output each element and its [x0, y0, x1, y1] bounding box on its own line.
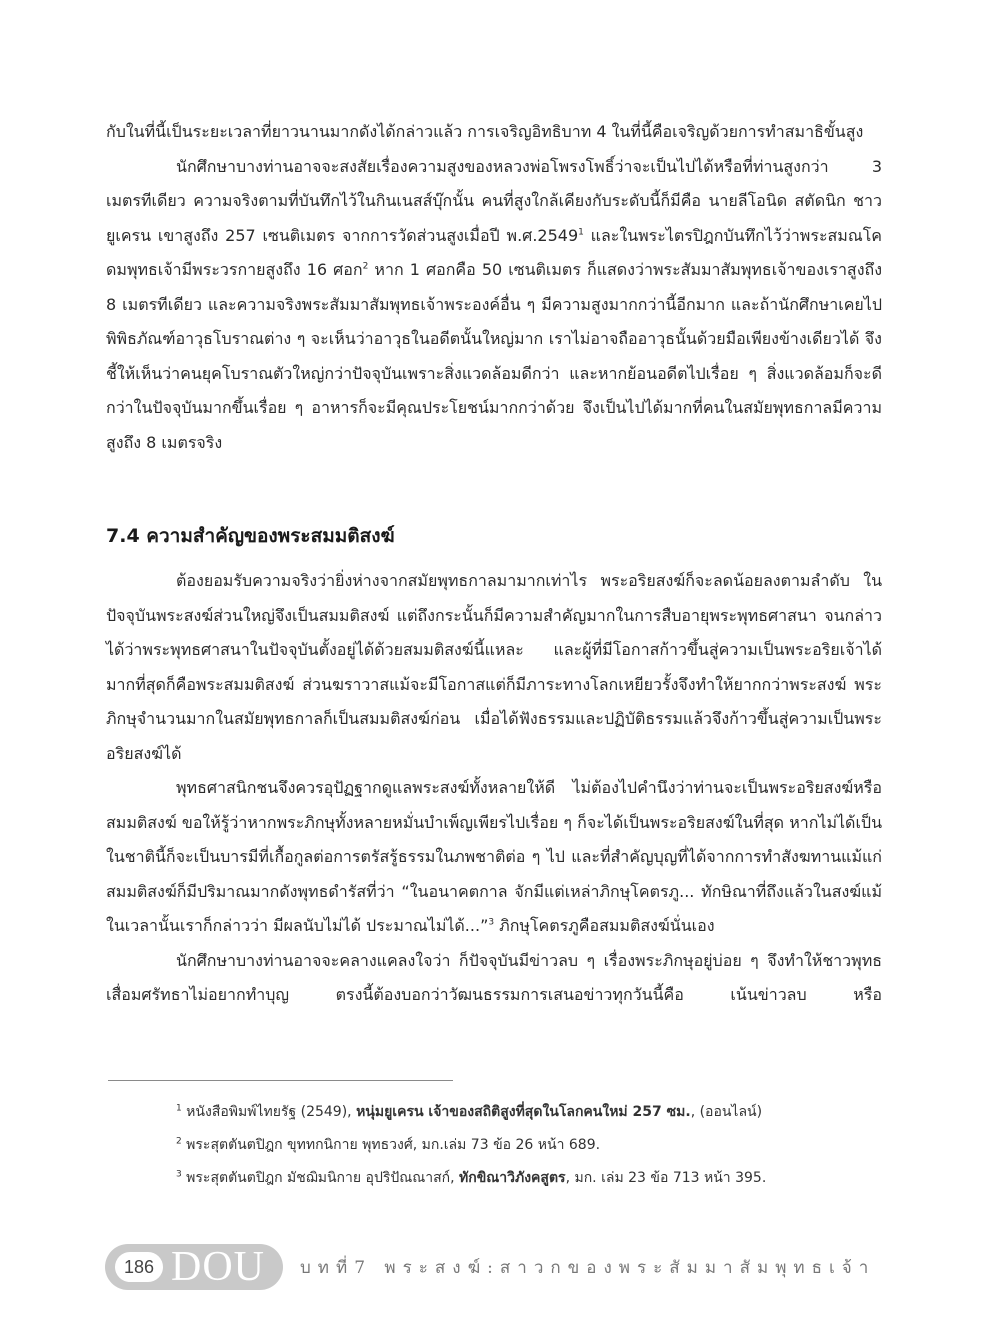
- footnote-ref: 3: [488, 917, 495, 928]
- paragraph: กับในที่นี้เป็นระยะเวลาที่ยาวนานมากดังได้กล่าวแล้ว การเจริญอิทธิบาท 4 ในที่นี้คือเจริญด้วยการทำสมาธิขั้นสูง: [106, 122, 864, 141]
- footnote-item: $^3$ พระสุตตันตปิฎก มัชฌิมนิกาย อุปริปัณณาสก์, ทักขิณาวิภังคสูตร, มก. เล่ม 23 ข้อ 713 หน้า 395.: [176, 1169, 767, 1186]
- footnote-ref: 2: [362, 261, 369, 272]
- section-heading: 7.4 ความสำคัญของพระสมมติสงฆ์: [106, 525, 395, 547]
- running-footer-chapter-title: บทที่7 พระสงฆ์:สาวกของพระสัมมาสัมพุทธเจ้า: [300, 1258, 876, 1278]
- page-number: 186: [115, 1252, 163, 1282]
- footnote-ref: 1: [578, 227, 584, 238]
- paragraph: นักศึกษาบางท่านอาจจะสงสัยเรื่องความสูงของหลวงพ่อโพรงโพธิ์ว่าจะเป็นไปได้หรือที่ท่านสูงกว่า 3 เมตรทีเดียว ความจริงตามที่บันทึกไว้ในกินเนสส์บุ๊กนั้น คนที่สูงใกล้เคียงกับระดับนี้ก็มีคือ นายลีโอนิด สตัดนิก ชาวยูเครน เขาสูงถึง 257 เซนติเมตร จากการวัดส่วนสูงเมื่อปี พ.ศ.2549$^1$ และในพระไตรปิฎกบันทึกไว้ว่าพระสมณโคดมพุทธเจ้ามีพระวรกายสูงถึง 16 ศอก$^2$ หาก 1 ศอกคือ 50 เซนติเมตร ก็แสดงว่าพระสัมมาสัมพุทธเจ้าของเราสูงถึง 8 เมตรทีเดียว และความจริงพระสัมมาสัมพุทธเจ้าพระองค์อื่น ๆ มีความสูงมากกว่านี้อีกมาก และถ้านักศึกษาเคยไปพิพิธภัณฑ์อาวุธโบราณต่าง ๆ จะเห็นว่าอาวุธในอดีตนั้นใหญ่มาก เราไม่อาจถืออาวุธนั้นด้วยมือเพียงข้างเดียวได้ จึงชี้ให้เห็นว่าคนยุคโบราณตัวใหญ่กว่าปัจจุบันเพราะสิ่งแวดล้อมดีกว่า และหากย้อนอดีตไปเรื่อย ๆ สิ่งแวดล้อมก็จะดีกว่าในปัจจุบันมากขึ้นเรื่อย ๆ อาหารก็จะมีคุณประโยชน์มากกว่าด้วย จึงเป็นไปได้มากที่คนในสมัยพุทธกาลมีความสูงถึง 8 เมตรจริง: [106, 156, 882, 452]
- footnote-item: $^1$ หนังสือพิมพ์ไทยรัฐ (2549), หนุ่มยูเครน เจ้าของสถิติสูงที่สุดในโลกคนใหม่ 257 ซม., (ออนไลน์): [176, 1103, 763, 1120]
- page-badge: [105, 1244, 283, 1290]
- footnote-divider: [108, 1080, 453, 1081]
- footnote-item: $^2$ พระสุตตันตปิฎก ขุททกนิกาย พุทธวงศ์, มก.เล่ม 73 ข้อ 26 หน้า 689.: [176, 1136, 601, 1153]
- footnotes: [176, 1102, 896, 1201]
- paragraph: ต้องยอมรับความจริงว่ายิ่งห่างจากสมัยพุทธกาลมามากเท่าไร พระอริยสงฆ์ก็จะลดน้อยลงตามลำดับ ในปัจจุบันพระสงฆ์ส่วนใหญ่จึงเป็นสมมติสงฆ์ แต่ถึงกระนั้นก็มีความสำคัญมากในการสืบอายุพระพุทธศาสนา จนกล่าวได้ว่าพระพุทธศาสนาในปัจจุบันตั้งอยู่ได้ด้วยสมมติสงฆ์นี้แหละ และผู้ที่มีโอกาสก้าวขึ้นสู่ความเป็นพระอริยเจ้าได้มากที่สุดก็คือพระสมมติสงฆ์ ส่วนฆราวาสแม้จะมีโอกาสแต่ก็มีภาระทางโลกเหยียวรั้งจึงทำให้ยากกว่าพระสงฆ์ พระภิกษุจำนวนมากในสมัยพุทธกาลก็เป็นสมมติสงฆ์ก่อน เมื่อได้ฟังธรรมและปฏิบัติธรรมแล้วจึงก้าวขึ้นสู่ความเป็นพระอริยสงฆ์ได้: [106, 571, 882, 763]
- dou-logo: DOU: [171, 1244, 265, 1290]
- body-text-bottom: [106, 564, 882, 1013]
- paragraph: นักศึกษาบางท่านอาจจะคลางแคลงใจว่า ก็ปัจจุบันมีข่าวลบ ๆ เรื่องพระภิกษุอยู่บ่อย ๆ จึงทำให้ชาวพุทธเสื่อมศรัทธาไม่อยากทำบุญ ตรงนี้ต้องบอกว่าวัฒนธรรมการเสนอข่าวทุกวันนี้คือ เน้นข่าวลบ หรือ: [106, 950, 883, 1004]
- paragraph: พุทธศาสนิกชนจึงควรอุปัฏฐากดูแลพระสงฆ์ทั้งหลายให้ดี ไม่ต้องไปคำนึงว่าท่านจะเป็นพระอริยสงฆ์หรือสมมติสงฆ์ ขอให้รู้ว่าหากพระภิกษุทั้งหลายหมั่นบำเพ็ญเพียรไปเรื่อย ๆ ก็จะได้เป็นพระอริยสงฆ์ในที่สุด หากไม่ได้เป็นในชาตินี้ก็จะเป็นบารมีที่เกื้อกูลต่อการตรัสรู้ธรรมในภพชาติต่อ ๆ ไป และที่สำคัญบุญที่ได้จากการทำสังฆทานแม้แก่สมมติสงฆ์ก็มีปริมาณมากดังพุทธดำรัสที่ว่า “ในอนาคตกาล จักมีแต่เหล่าภิกษุโคตรภู... ทักษิณาที่ถึงแล้วในสงฆ์แม้ในเวลานั้นเราก็กล่าวว่า มีผลนับไม่ได้ ประมาณไม่ได้...”$^3$ ภิกษุโคตรภูคือสมมติสงฆ์นั่นเอง: [106, 778, 882, 935]
- body-text-top: [106, 115, 882, 460]
